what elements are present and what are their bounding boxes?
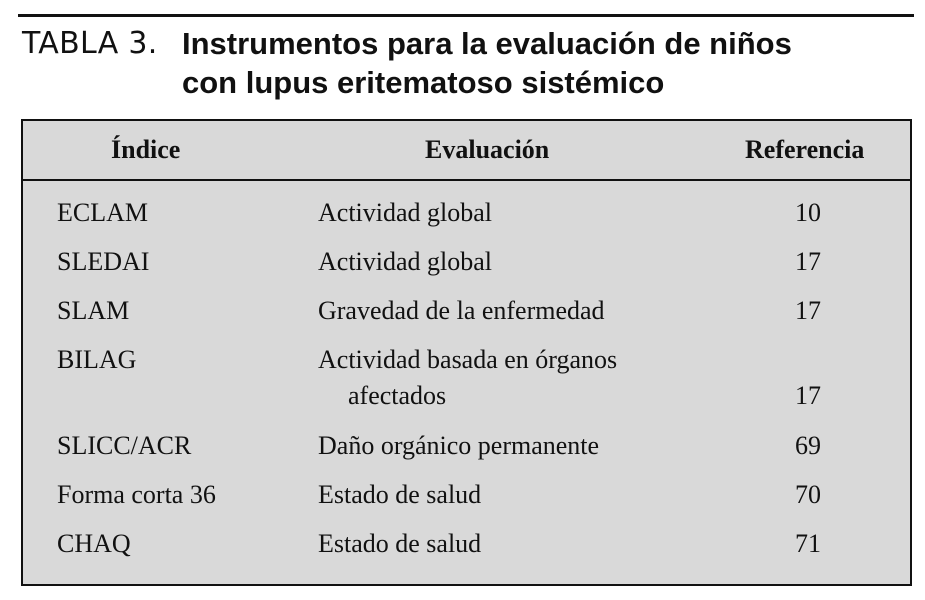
cell-evaluacion: Actividad global	[318, 198, 493, 227]
cell-evaluacion-line2: afectados	[348, 381, 447, 410]
cell-referencia: 70	[795, 480, 821, 509]
cell-evaluacion: Gravedad de la enfermedad	[318, 296, 605, 325]
caption-title-line1: Instrumentos para la evaluación de niños	[182, 26, 792, 61]
cell-evaluacion: Estado de salud	[318, 529, 482, 558]
cell-evaluacion: Daño orgánico permanente	[318, 431, 600, 460]
cell-evaluacion: Estado de salud	[318, 480, 482, 509]
top-rule	[18, 14, 914, 17]
cell-indice: SLEDAI	[57, 247, 150, 276]
cell-referencia: 71	[795, 529, 821, 558]
caption-label: TABLA 3.	[22, 26, 158, 61]
cell-indice: BILAG	[57, 345, 137, 374]
header-referencia: Referencia	[745, 135, 865, 164]
caption-title	[182, 24, 882, 102]
cell-referencia: 17	[795, 381, 821, 410]
cell-evaluacion: Actividad global	[318, 247, 493, 276]
table-row	[23, 342, 910, 414]
cell-indice: SLAM	[57, 296, 130, 325]
cell-evaluacion	[318, 342, 718, 414]
table-header	[23, 121, 910, 181]
data-table	[21, 119, 912, 586]
cell-indice: Forma corta 36	[57, 480, 216, 509]
cell-referencia: 69	[795, 431, 821, 460]
header-indice: Índice	[111, 135, 181, 164]
cell-indice: CHAQ	[57, 529, 131, 558]
cell-referencia: 17	[795, 247, 821, 276]
header-evaluacion: Evaluación	[425, 135, 550, 164]
cell-evaluacion-line1: Actividad basada en órganos	[318, 345, 618, 374]
table-caption	[22, 24, 902, 104]
caption-title-line2: con lupus eritematoso sistémico	[182, 65, 665, 100]
cell-referencia: 17	[795, 296, 821, 325]
cell-indice: SLICC/ACR	[57, 431, 192, 460]
cell-indice: ECLAM	[57, 198, 148, 227]
cell-referencia: 10	[795, 198, 821, 227]
